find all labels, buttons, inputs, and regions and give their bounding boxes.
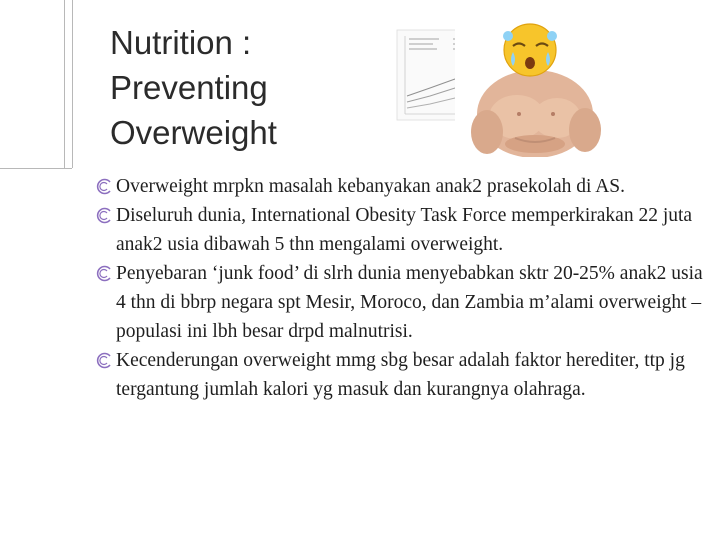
title-line: Overweight [110,114,277,151]
bullet-text: Kecenderungan overweight mmg sbg besar adalah faktor herediter, ttp jg tergantung jumlah kalori yg masuk dan kurangnya olahraga. [116,350,685,400]
bullet-arc-icon [96,178,113,195]
bullet-text: Penyebaran ‘junk food’ di slrh dunia menyebabkan sktr 20-25% anak2 usia 4 thn di bbrp negara spt Mesir, Moroco, dan Zambia m’alami overweight – populasi ini lbh besar drpd malnutrisi. [116,263,703,342]
decorative-vertical-line [64,0,65,168]
slide-title [110,20,390,155]
bullet-item [96,201,708,259]
crying-face-emoji [503,24,557,76]
decorative-horizontal-line [0,168,72,169]
title-line: Preventing [110,69,268,106]
title-line: Nutrition : [110,24,252,61]
overweight-child-image [395,22,615,157]
bullet-item [96,259,708,346]
bullet-arc-icon [96,265,113,282]
bullet-item [96,172,708,201]
bullet-text: Diseluruh dunia, International Obesity Task Force memperkirakan 22 juta anak2 usia dibawah 5 thn mengalami overweight. [116,205,693,255]
bullet-arc-icon [96,207,113,224]
bullet-list [96,172,708,404]
bullet-arc-icon [96,352,113,369]
bullet-item [96,346,708,404]
decorative-vertical-line [72,0,73,168]
bullet-text: Overweight mrpkn masalah kebanyakan anak2 prasekolah di AS. [116,176,626,197]
